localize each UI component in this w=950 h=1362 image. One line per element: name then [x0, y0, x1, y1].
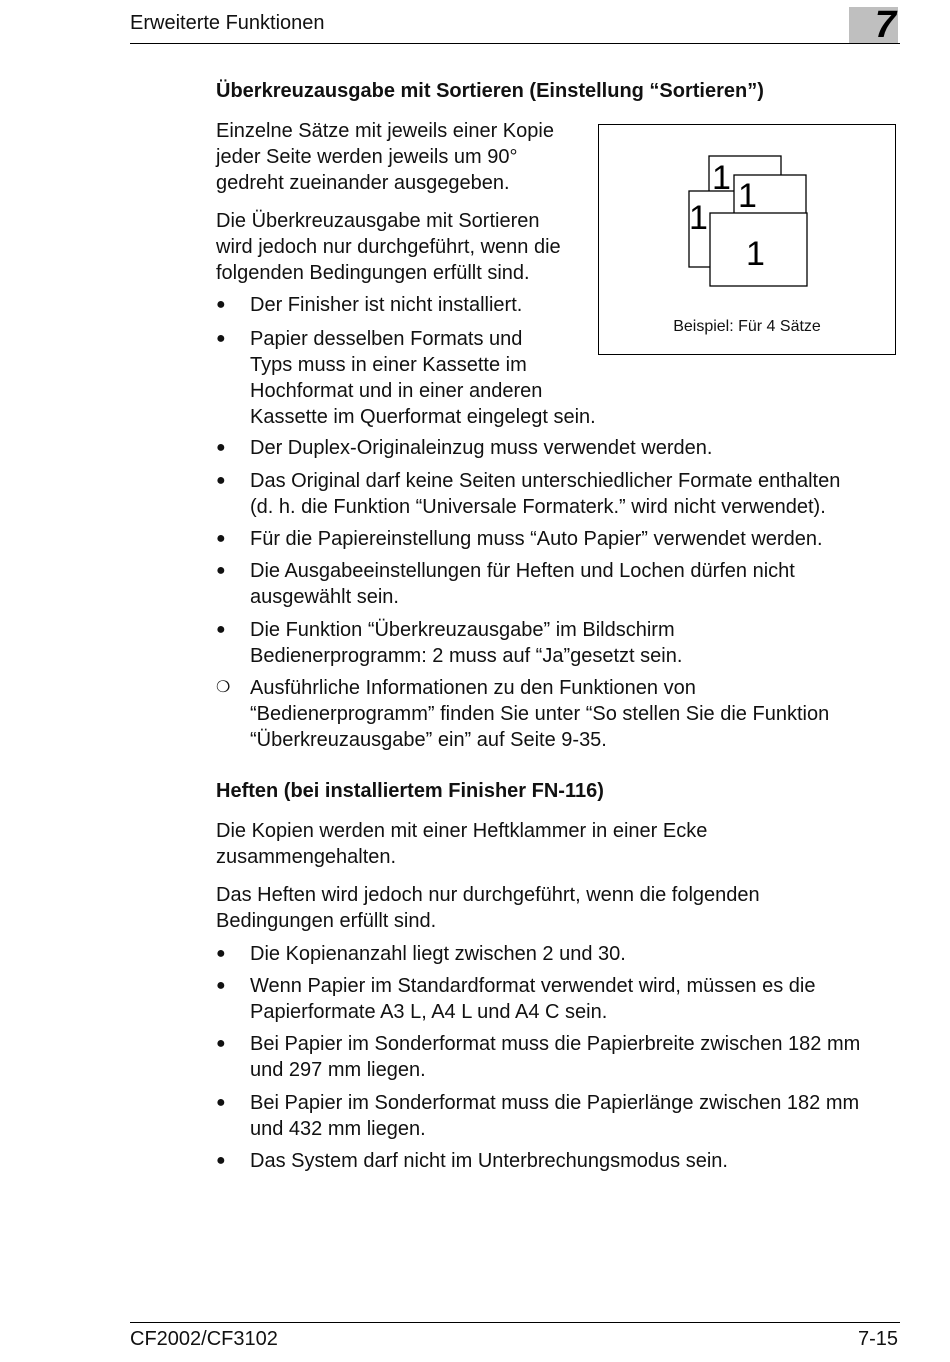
- paragraph-line: Das Heften wird jedoch nur durchgeführt, wenn die folgenden: [216, 884, 760, 906]
- hollow-bullet-mark: ❍: [216, 679, 231, 696]
- list-item-line: Die Ausgabeeinstellungen für Heften und Lochen dürfen nicht: [250, 560, 795, 582]
- section-heading-stapling: Heften (bei installiertem Finisher FN-116): [216, 780, 604, 802]
- list-item-line: Papierformate A3 L, A4 L und A4 C sein.: [250, 1001, 608, 1023]
- bullet-mark: ●: [216, 562, 226, 579]
- page-number-label: 1: [738, 177, 757, 215]
- bullet-mark: ●: [216, 472, 226, 489]
- paragraph-line: Einzelne Sätze mit jeweils einer Kopie: [216, 120, 554, 142]
- list-item-line: und 297 mm liegen.: [250, 1059, 426, 1081]
- paragraph-line: Die Überkreuzausgabe mit Sortieren: [216, 210, 540, 232]
- list-item-line: “Überkreuzausgabe” ein” auf Seite 9-35.: [250, 729, 607, 751]
- bullet-mark: ●: [216, 621, 226, 638]
- list-item-line: Kassette im Querformat eingelegt sein.: [250, 406, 596, 428]
- bullet-mark: ●: [216, 330, 226, 347]
- paragraph-line: zusammengehalten.: [216, 846, 397, 868]
- paragraph-crossover-conditions: [216, 208, 561, 286]
- list-item-line: Hochformat und in einer anderen: [250, 380, 543, 402]
- list-item-line: (d. h. die Funktion “Universale Formaterk.” wird nicht verwendet).: [250, 496, 826, 518]
- footer-model: CF2002/CF3102: [130, 1328, 278, 1350]
- list-item-line: Wenn Papier im Standardformat verwendet wird, müssen es die: [250, 975, 816, 997]
- list-item-line: Bedienerprogramm: 2 muss auf “Ja”gesetzt sein.: [250, 645, 683, 667]
- page-number-label: 1: [689, 199, 708, 237]
- paragraph-line: jeder Seite werden jeweils um 90°: [216, 146, 518, 168]
- paragraph-line: gedreht zueinander ausgegeben.: [216, 172, 510, 194]
- list-item-line: Typs muss in einer Kassette im: [250, 354, 527, 376]
- crossover-illustration: [598, 124, 896, 355]
- bullet-mark: ●: [216, 977, 226, 994]
- footer-page-number: 7-15: [857, 1328, 898, 1350]
- list-item-line: Der Finisher ist nicht installiert.: [250, 294, 523, 316]
- footer-rule: [130, 1322, 900, 1323]
- paragraph-stapling-intro: [216, 818, 707, 870]
- bullet-mark: ●: [216, 945, 226, 962]
- list-item-line: Bei Papier im Sonderformat muss die Papierlänge zwischen 182 mm: [250, 1092, 860, 1114]
- list-item-line: Die Funktion “Überkreuzausgabe” im Bildschirm: [250, 619, 675, 641]
- paragraph-stapling-conditions: [216, 882, 760, 934]
- running-header-title: Erweiterte Funktionen: [130, 12, 325, 34]
- bullet-mark: ●: [216, 439, 226, 456]
- bullet-mark: ●: [216, 1035, 226, 1052]
- list-item-line: “Bedienerprogramm” finden Sie unter “So stellen Sie die Funktion: [250, 703, 830, 725]
- list-item-line: Die Kopienanzahl liegt zwischen 2 und 30.: [250, 943, 626, 965]
- list-item-line: Das System darf nicht im Unterbrechungsmodus sein.: [250, 1150, 728, 1172]
- page-number-label: 1: [746, 235, 765, 273]
- figure-caption: Beispiel: Für 4 Sätze: [673, 318, 821, 335]
- list-item-line: ausgewählt sein.: [250, 586, 399, 608]
- paragraph-crossover-intro: [216, 118, 554, 196]
- paragraph-line: folgenden Bedingungen erfüllt sind.: [216, 262, 530, 284]
- page-number-label: 1: [712, 159, 731, 197]
- paragraph-line: wird jedoch nur durchgeführt, wenn die: [216, 236, 561, 258]
- list-item-line: Bei Papier im Sonderformat muss die Papierbreite zwischen 182 mm: [250, 1033, 861, 1055]
- bullet-mark: ●: [216, 1094, 226, 1111]
- bullet-mark: ●: [216, 530, 226, 547]
- list-item-line: Papier desselben Formats und: [250, 328, 523, 350]
- header-rule: [130, 43, 900, 44]
- bullet-mark: ●: [216, 1152, 226, 1169]
- list-item-line: Für die Papiereinstellung muss “Auto Papier” verwendet werden.: [250, 528, 823, 550]
- paragraph-line: Bedingungen erfüllt sind.: [216, 910, 437, 932]
- paragraph-line: Die Kopien werden mit einer Heftklammer in einer Ecke: [216, 820, 708, 842]
- bullet-mark: ●: [216, 296, 226, 313]
- chapter-tab: [849, 4, 898, 46]
- section-heading-crossover-sort: Überkreuzausgabe mit Sortieren (Einstellung “Sortieren”): [216, 80, 764, 102]
- list-item-line: und 432 mm liegen.: [250, 1118, 426, 1140]
- list-item-line: Das Original darf keine Seiten unterschiedlicher Formate enthalten: [250, 470, 841, 492]
- list-item-line: Der Duplex-Originaleinzug muss verwendet werden.: [250, 437, 713, 459]
- list-item-line: Ausführliche Informationen zu den Funktionen von: [250, 677, 696, 699]
- chapter-number: 7: [874, 4, 896, 46]
